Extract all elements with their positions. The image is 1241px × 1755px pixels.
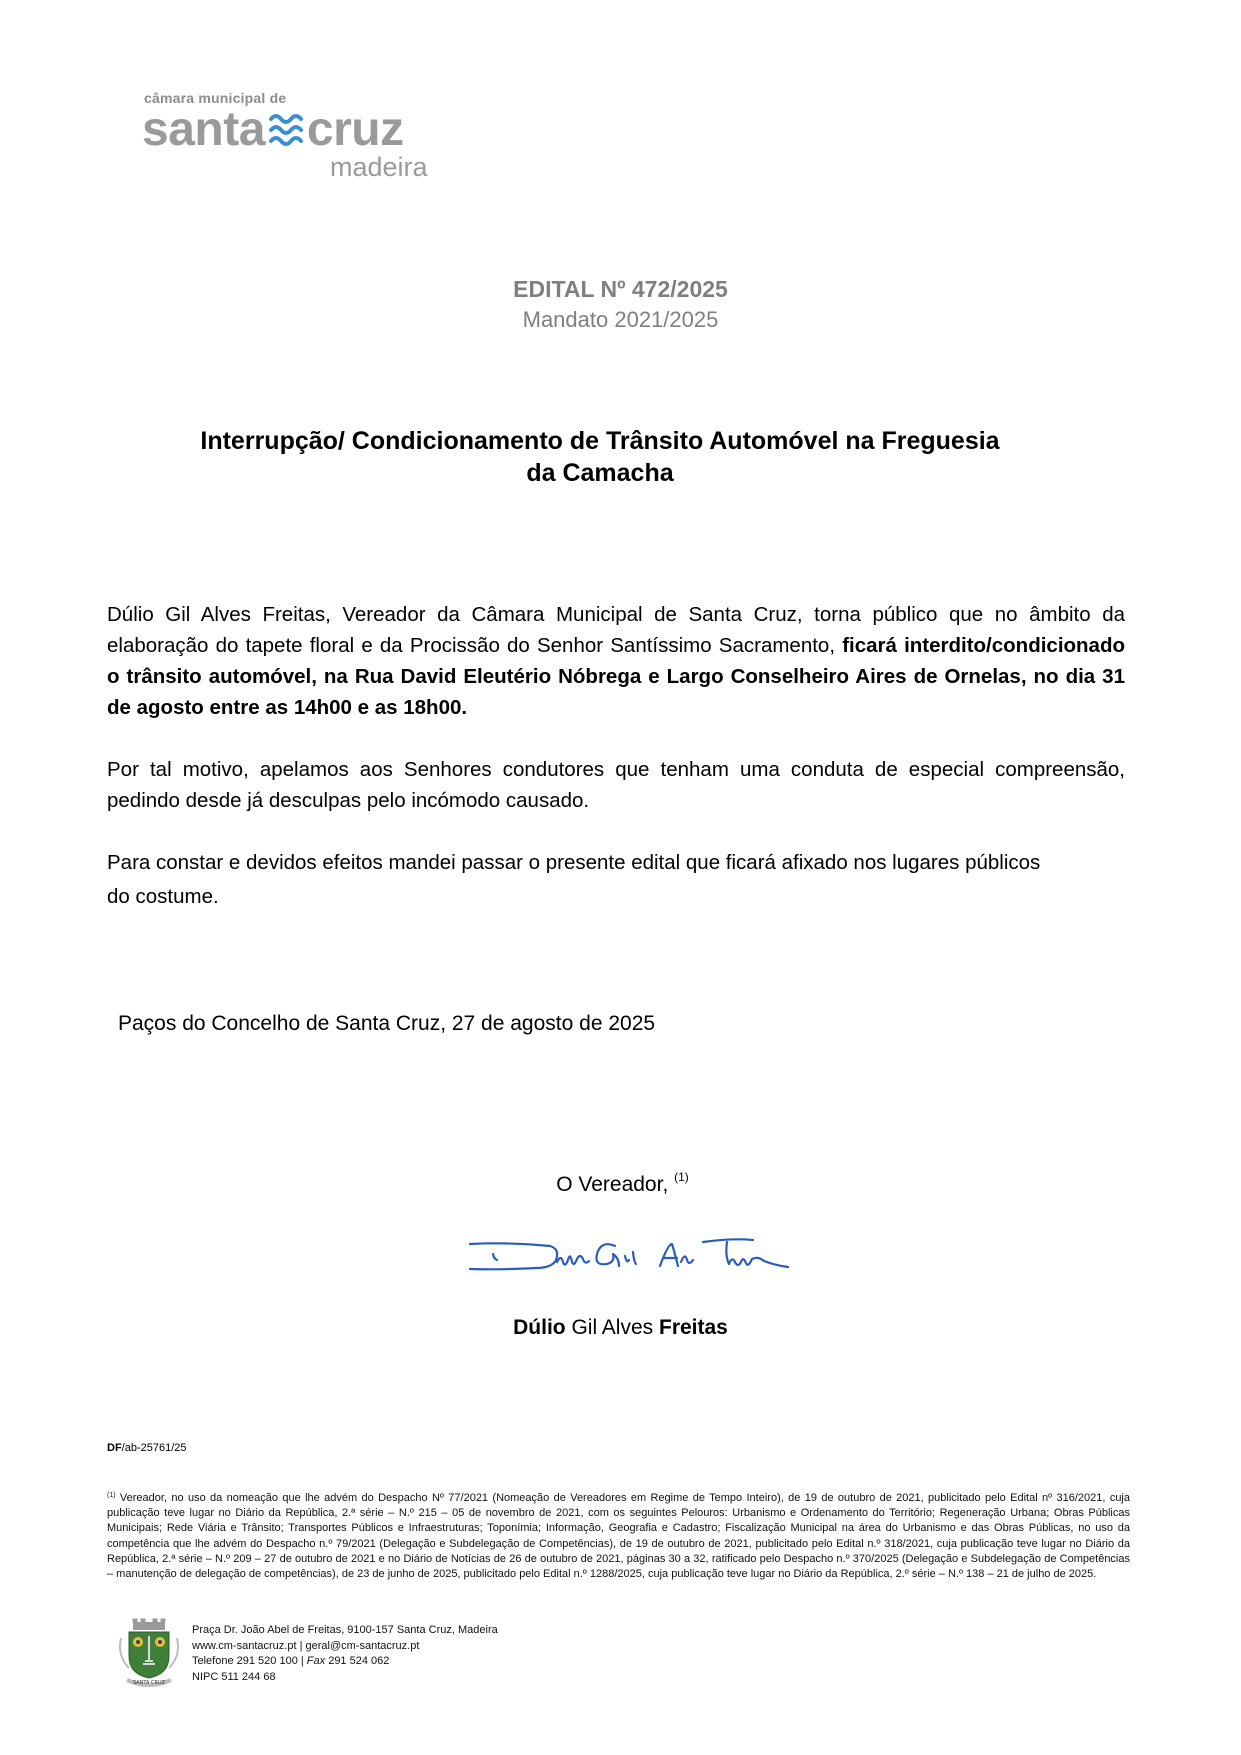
signer-name — [0, 1316, 1241, 1340]
fax-label: Fax — [306, 1655, 326, 1667]
paragraph-1-text: Dúlio Gil Alves Freitas, Vereador da Câmara Municipal de Santa Cruz, torna público que no âmbito da elaboração do tapete floral e da Procissão do Senhor Santíssimo Sacramento, — [107, 603, 1125, 657]
phone-fax — [192, 1654, 498, 1670]
nipc: NIPC 511 244 68 — [192, 1670, 276, 1683]
signer-last-name: Freitas — [659, 1316, 728, 1339]
signer-first-name: Dúlio — [513, 1316, 566, 1339]
signer-role — [0, 1170, 1241, 1197]
footnote — [107, 1488, 1130, 1582]
logo-subtitle: câmara municipal de — [144, 90, 287, 106]
web-and-email — [192, 1639, 498, 1655]
mandate-period: Mandato 2021/2025 — [522, 307, 719, 332]
postal-address: Praça Dr. João Abel de Freitas, 9100-157 Santa Cruz, Madeira — [192, 1624, 498, 1636]
paragraph-3-line-2: do costume. — [107, 885, 219, 908]
municipality-logo — [142, 86, 442, 186]
separator: | — [296, 1639, 306, 1652]
logo-name-left: santa — [142, 103, 265, 156]
subject-line-2: da Camacha — [526, 459, 674, 487]
footnote-marker: (1) — [107, 1492, 116, 1499]
phone-number: 291 520 100 | — [233, 1655, 307, 1667]
paragraph-3-line-1: Para constar e devidos efeitos mandei passar o presente edital que ficará afixado nos lugares públicos — [107, 851, 1041, 874]
fax-number: 291 524 062 — [325, 1655, 390, 1667]
body-paragraph-3 — [107, 847, 1125, 912]
footnote-text: Vereador, no uso da nomeação que lhe advém do Despacho Nº 77/2021 (Nomeação de Vereadores em Regime de Tempo Inteiro), de 19 de outubro de 2021, publicitado pelo Edital nº 316/2021, cuja publicação teve lugar no Diário da República, 2.ª série – N.º 215 – 05 de novembro de 2021, com os seguintes Pelouros: Urbanismo e Ordenamento do Território; Regeneração Urbana; Obras Públicas Municipais; Rede Viária e Trânsito; Transportes Públicos e Infraestruturas; Toponímia; Informação, Geografia e Cadastro; Fiscalização Municipal na área do Urbanismo e das Obras Públicas, no uso da competência que lhe advém do Despacho n.º 79/2021 (Delegação e Subdelegação de Competências), de 19 de outubro de 2021, publicitado pelo Edital n.º 318/2021, cuja publicação teve lugar no Diário da República, 2.ª série – N.º 209 – 27 de outubro de 2021 e no Diário de Notícias de 26 de outubro de 2021, páginas 30 a 32, ratificado pelo Despacho n.º 370/2025 (Delegação e Subdelegação de Competências – manutenção de delegação de competências), de 23 de junho de 2025, publicitado pelo Edital n.º 1288/2025, cuja publicação teve lugar no Diário da República, 2.º série – N.º 138 – 21 de julho de 2025. — [107, 1492, 1130, 1581]
contact-block — [192, 1623, 498, 1685]
waves-icon — [268, 110, 304, 150]
logo-wordmark — [142, 104, 404, 156]
website-link[interactable]: www.cm-santacruz.pt — [192, 1639, 297, 1652]
edital-number: EDITAL Nº 472/2025 — [513, 276, 728, 302]
subject-line-1: Interrupção/ Condicionamento de Trânsito Automóvel na Freguesia — [200, 427, 1000, 455]
reference-code: /ab-25761/25 — [121, 1442, 187, 1454]
signer-middle-name: Gil Alves — [565, 1316, 659, 1339]
handwritten-signature — [465, 1232, 805, 1282]
signer-role-text: O Vereador, — [556, 1173, 669, 1196]
logo-region: madeira — [330, 152, 428, 182]
footnote-reference: (1) — [674, 1170, 689, 1184]
document-reference — [107, 1442, 187, 1454]
paragraph-1-bold-text: ficará interdito/condicionado o trânsito automóvel, na Rua David Eleutério Nóbrega e Largo Conselheiro Aires de Ornelas, no dia 31 de agosto entre as 14h00 e as 18h00. — [107, 634, 1126, 719]
reference-prefix: DF — [107, 1442, 122, 1454]
logo-name-right: cruz — [306, 103, 404, 156]
place-and-date: Paços do Concelho de Santa Cruz, 27 de agosto de 2025 — [118, 1012, 656, 1035]
subject-heading — [140, 425, 1060, 489]
body-paragraph-2: Por tal motivo, apelamos aos Senhores condutores que tenham uma conduta de especial compreensão, pedindo desde já desculpas pelo incómodo causado. — [107, 758, 1125, 812]
coat-of-arms-icon — [117, 1618, 181, 1688]
body-paragraph-1 — [107, 599, 1125, 723]
phone-label: Telefone — [192, 1655, 234, 1667]
svg-text:SANTA CRUZ: SANTA CRUZ — [132, 1680, 166, 1686]
email-link[interactable]: geral@cm-santacruz.pt — [305, 1639, 420, 1652]
